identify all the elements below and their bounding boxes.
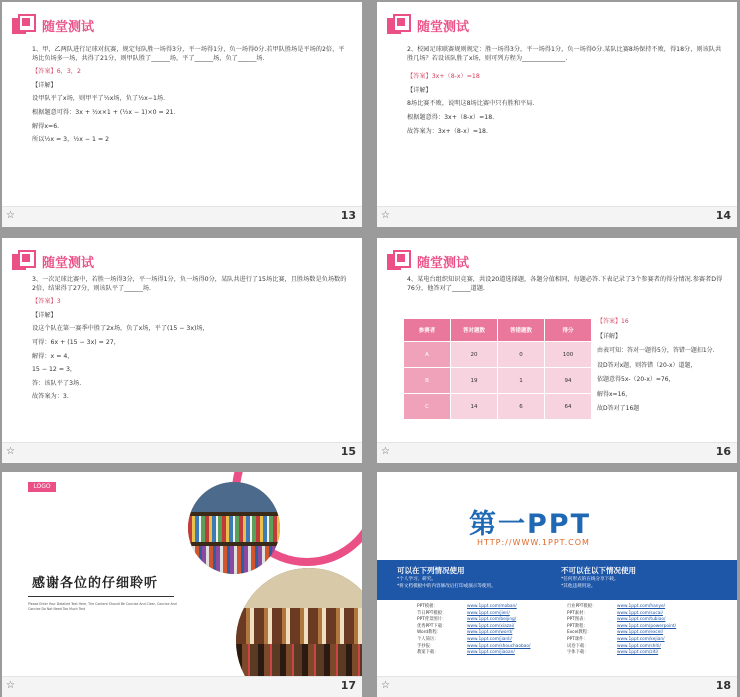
link-row[interactable]: PPT模板： www.1ppt.com/moban/ [417,604,517,609]
question: 1、甲、乙两队进行足球对抗赛，规定每队胜一场得3分，平一场得1分，负一场得0分.若甲队胜场是平场的2倍，平场比负场多一场，共得了21分，则甲队胜了______场，平了______场，负了______场. [32,46,345,62]
explain-line: 可得：6x + (15 − 3x) = 27， [32,338,120,346]
star-icon[interactable]: ☆ [6,446,15,457]
section-logo-icon [387,14,409,36]
slide-16[interactable] [377,238,737,463]
explain-line: 故D答对了16题 [597,405,640,412]
link-row[interactable]: 个人简历： www.1ppt.com/jianli/ [417,636,512,642]
brand-logo: 第一PPT [469,509,591,540]
table-cell: 1 [498,368,545,394]
link-row[interactable]: 教案下载： www.1ppt.com/jiaoan/ [417,650,515,656]
star-icon[interactable]: ☆ [381,446,390,457]
slide-footer [2,206,362,227]
explain-heading: 【详解】 [407,86,432,94]
slide-title: 随堂测试 [42,256,95,271]
table-cell: 20 [451,342,498,368]
allowed-item: *将文档模板中的内容修改后打印或演示等使用。 [397,584,496,589]
link-row[interactable]: 优秀PPT下载： www.1ppt.com/xiazai/ [417,623,515,629]
explain-line: 8场比赛不败，说明这8场比赛中只有胜和平局. [407,100,535,108]
explain-line: 15 − 12 = 3， [32,366,77,374]
slide-14[interactable] [377,2,737,227]
star-icon[interactable]: ☆ [6,210,15,221]
table-cell: 19 [451,368,498,394]
slide-number: 14 [715,209,731,222]
table-cell: C [404,394,451,420]
section-logo-icon [12,250,34,272]
slide-15[interactable] [2,238,362,463]
section-logo-icon [387,250,409,272]
slide-body [407,46,723,141]
slide-body [32,276,348,407]
slide-title: 随堂测试 [417,20,470,35]
slide-footer [377,676,737,697]
link-row[interactable]: PPT素材： www.1ppt.com/sucai/ [567,610,663,616]
question: 3、一次足球比赛中，若胜一场得3分，平一场得1分，负一场得0分，某队共进行了15场比赛，且胜场数是负场数的2倍，结果得了27分，则该队平了______场. [32,276,347,292]
answer: 【答案】3 [32,298,61,306]
slide-13[interactable] [2,2,362,227]
question: 2、校园足球联赛规则规定：胜一场得3分，平一场得1分，负一场得0分.某队比赛8场保持不败，得18分，则该队共胜几场？若设该队胜了x场，则可列方程为______________. [407,46,722,62]
link-row[interactable]: Word教程： www.1ppt.com/word/ [417,630,513,636]
link-row[interactable]: Excel教程： www.1ppt.com/excel/ [567,630,664,636]
link-row[interactable]: PPT课件： www.1ppt.com/kejian/ [567,636,665,642]
table-row [404,394,592,420]
table-header-row [404,319,592,342]
slide-body [32,46,348,150]
answer: 【答案】3x+（8-x）=18 [407,73,480,81]
answer: 【答案】16 [597,318,629,325]
explain-line: 设甲队平了x场，则甲平了½x场，负了½x−1场. [32,95,166,103]
table-header: 答错题数 [498,319,545,342]
forbidden-heading: 不可以在以下情况使用 [561,566,636,575]
table-row [404,368,592,394]
slide-number: 17 [340,679,356,692]
table-cell: B [404,368,451,394]
allowed-heading: 可以在下列情况使用 [397,566,465,575]
explain-line: 所以½x = 3，½x − 1 = 2 [32,136,110,144]
logo-tag: LOGO [28,482,56,492]
table-row [404,342,592,368]
link-row[interactable]: 手抄报： www.1ppt.com/shouchaobao/ [417,643,531,649]
allowed-item: *个人学习、研究。 [397,577,437,582]
slide-footer [377,442,737,463]
question: 4、某电台组织知识竞赛，共设20道选择题，各题分值相同，每题必答.下表记录了3个参赛者的得分情况.参赛者D得76分，他答对了______道题. [407,276,723,292]
bookshelf-photo [188,482,280,574]
explain-line: 依题意得5x-（20-x）=76， [597,376,675,383]
links-left [417,604,530,657]
explain-line: 由表可知：答对一题得5分，答错一题扣1分. [597,347,715,354]
explain-line: 设这个队在第一赛季中胜了2x场，负了x场，平了(15 − 3x)场， [32,325,209,333]
table-cell: 14 [451,394,498,420]
forbidden-item: *其他违规用途。 [561,584,596,589]
slide-footer [377,206,737,227]
star-icon[interactable]: ☆ [381,210,390,221]
slide-18[interactable] [377,472,737,697]
link-row[interactable]: PPT背景图片： www.1ppt.com/beijing/ [417,617,517,623]
slide-body [407,276,723,298]
slide-number: 15 [340,445,356,458]
table-cell: 0 [498,342,545,368]
explain-heading: 【详解】 [597,332,622,340]
link-row[interactable]: 节日PPT模板： www.1ppt.com/jieri/ [417,610,510,616]
slide-number: 18 [715,679,731,692]
table-cell: A [404,342,451,368]
section-logo-icon [12,14,34,36]
star-icon[interactable]: ☆ [6,680,15,691]
table-cell: 64 [545,394,592,420]
link-row[interactable]: PPT教程： www.1ppt.com/powerpoint/ [567,623,677,629]
allowed-usage [397,565,496,590]
explain-line: 解得x=6. [32,122,60,130]
explain-line: 解得：x = 4， [32,352,74,360]
link-row[interactable]: 字体下载： www.1ppt.com/ziti/ [567,650,659,656]
link-row[interactable]: PPT图表： www.1ppt.com/tubiao/ [567,617,666,623]
forbidden-item: *任何形式的在线分享下载。 [561,577,619,582]
links-right [567,604,676,657]
explain-line: 答：该队平了3场. [32,379,82,387]
table-header: 参赛者 [404,319,451,342]
thanks-title: 感谢各位的仔细聆听 [32,576,159,591]
answer: 【答案】6，3，2 [32,68,81,76]
table-cell: 6 [498,394,545,420]
star-icon[interactable]: ☆ [381,680,390,691]
table-cell: 94 [545,368,592,394]
subtitle-text: Please Enter Your Detailed Text Here, The Content Should Be Concise And Clear, Concise And Concise Do Not Need Too Much Text [28,602,177,611]
explain-line: 解得x=16， [597,390,632,398]
table-header: 得分 [545,319,592,342]
score-table [403,318,592,420]
table-cell: 100 [545,342,592,368]
explain-line: 根据题意得：3x+（8-x）=18. [407,113,495,121]
slide-number: 13 [340,209,356,222]
explain-line: 根据题意可得：3x + ½x×1 + (½x − 1)×0 = 21. [32,108,176,116]
link-row[interactable]: 行业PPT模板： www.1ppt.com/hanye/ [567,604,666,609]
slide-title: 随堂测试 [417,256,470,271]
explain-line: 故答案为：3x+（8-x）=18. [407,127,488,135]
table-header: 答对题数 [451,319,498,342]
link-row[interactable]: 试卷下载： www.1ppt.com/shiti/ [567,643,661,649]
explain-heading: 【详解】 [32,311,57,319]
slide-footer [2,442,362,463]
explain-line: 设D答对x题，则答错（20-x）道题， [597,361,697,369]
brand-url[interactable]: HTTP://WWW.1PPT.COM [477,538,590,547]
explain-heading: 【详解】 [32,81,57,89]
slide-footer [2,676,362,697]
slide-number: 16 [715,445,731,458]
forbidden-usage [561,565,636,590]
explain-line: 故答案为：3. [32,393,69,401]
title-underline [28,596,174,597]
answer-panel [597,318,731,420]
slide-17[interactable] [2,472,362,697]
slide-title: 随堂测试 [42,20,95,35]
